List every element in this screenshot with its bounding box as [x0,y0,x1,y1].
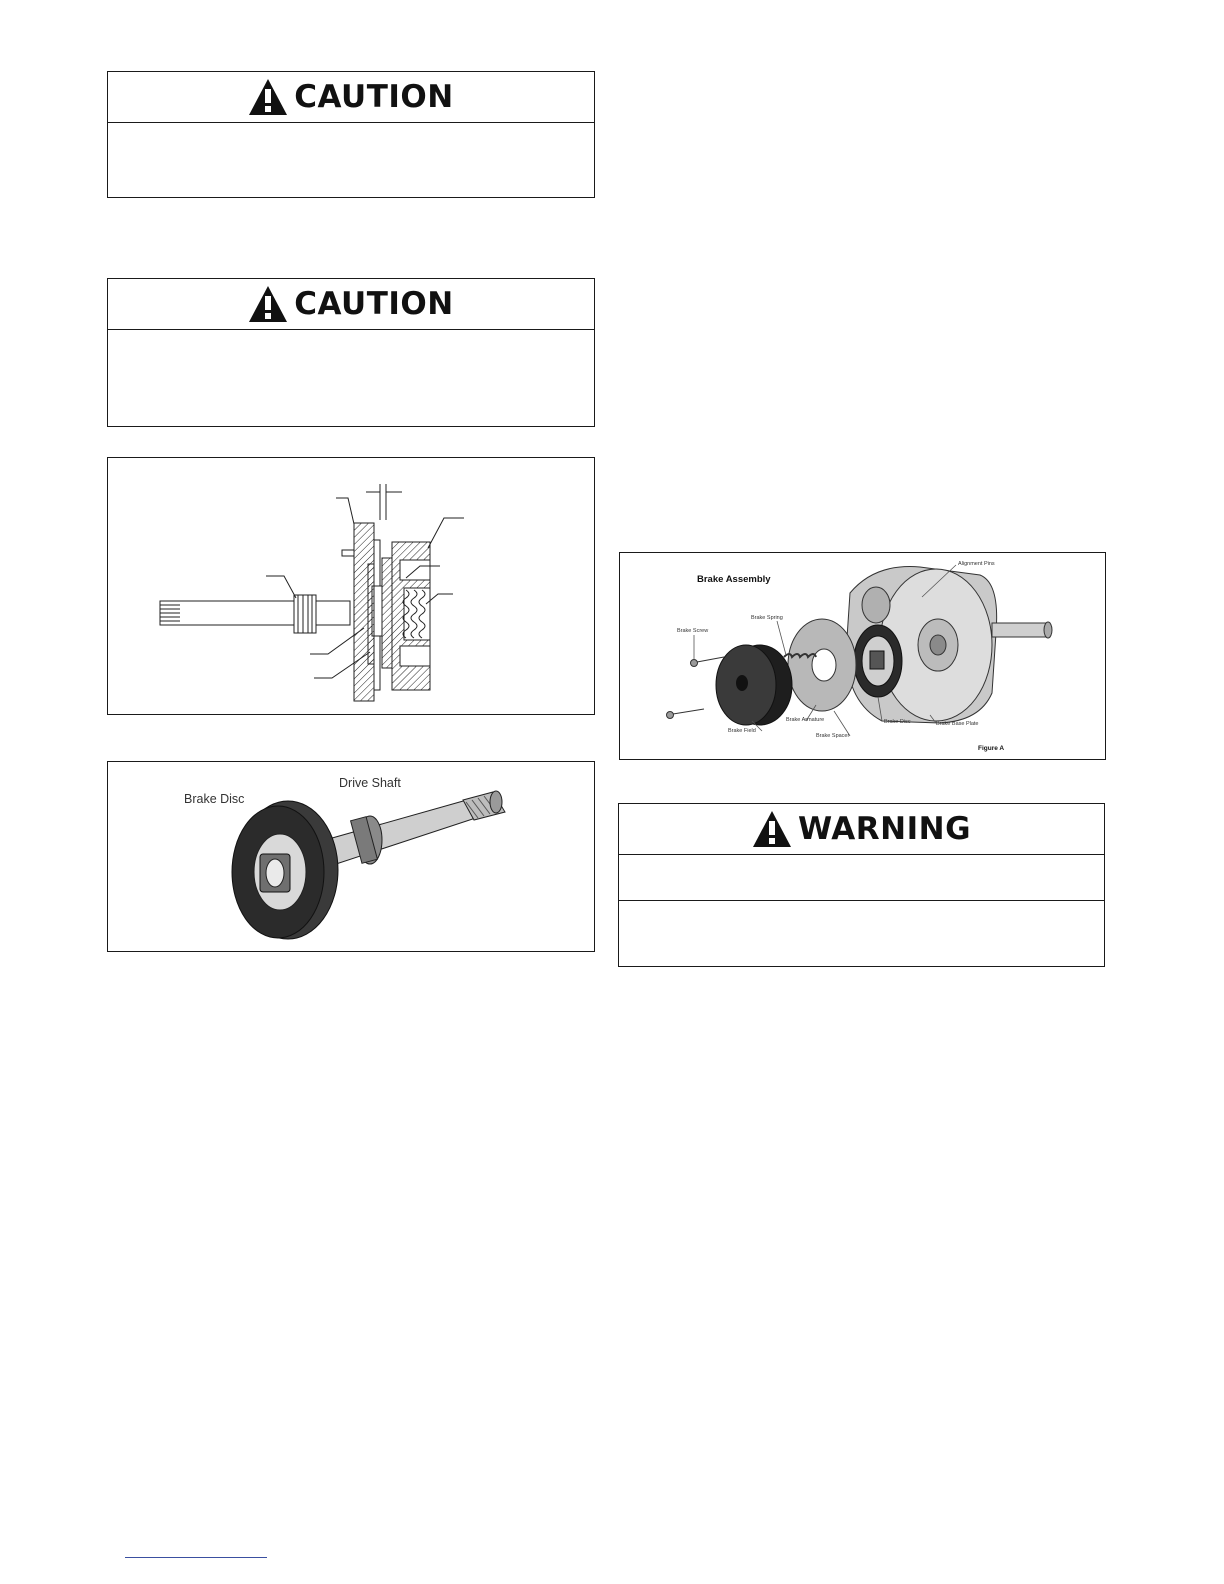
caution-box-2 [107,278,595,427]
label-brake-field: Brake Field [728,728,756,734]
drive-shaft-section [160,601,350,625]
label-brake-armature: Brake Armature [786,717,825,723]
figure-a-caption: Figure A [978,745,1005,752]
warning-triangle-icon [248,78,288,116]
caution-title: CAUTION [294,79,454,115]
label-brake-spring: Brake Spring [751,615,783,621]
label-alignment-pins: Alignment Pins [958,561,995,567]
caution-title: CAUTION [294,286,454,322]
brake-disc [232,801,338,939]
warning-divider [619,900,1104,901]
disc-shaft-illustration [108,762,593,950]
label-brake-base-plate: Brake Base Plate [936,721,979,727]
caution-box-1 [107,71,595,198]
brake-disc-part [854,625,902,697]
brake-cross-section-diagram [108,458,593,713]
air-gap-dimension [366,484,402,520]
figure-a-title: Brake Assembly [697,574,771,585]
brake-field-part [716,645,792,725]
figure-disc-and-shaft [107,761,595,952]
footer-link-underline[interactable] [125,1557,267,1558]
caution-header-2 [108,279,594,330]
figure-brake-cross-section [107,457,595,715]
brake-disc-label: Brake Disc [184,792,245,806]
brake-assembly-exploded-view [620,553,1104,758]
caution-header-1 [108,72,594,123]
figure-a-brake-assembly [619,552,1106,760]
pinion-gear [294,595,316,633]
drive-shaft [318,791,505,866]
brake-armature-section [382,558,392,668]
brake-armature-part [788,619,856,711]
brake-screws [667,657,725,719]
drive-shaft-label: Drive Shaft [339,776,401,790]
warning-triangle-icon [752,810,792,848]
label-brake-spacer: Brake Spacer [816,733,850,739]
brake-field-housing-section [392,542,430,690]
label-brake-disc: Brake Disc [884,719,911,725]
label-brake-screw: Brake Screw [677,628,709,634]
warning-title: WARNING [797,811,972,847]
warning-header [619,804,1104,855]
warning-box [618,803,1105,967]
warning-triangle-icon [248,285,288,323]
